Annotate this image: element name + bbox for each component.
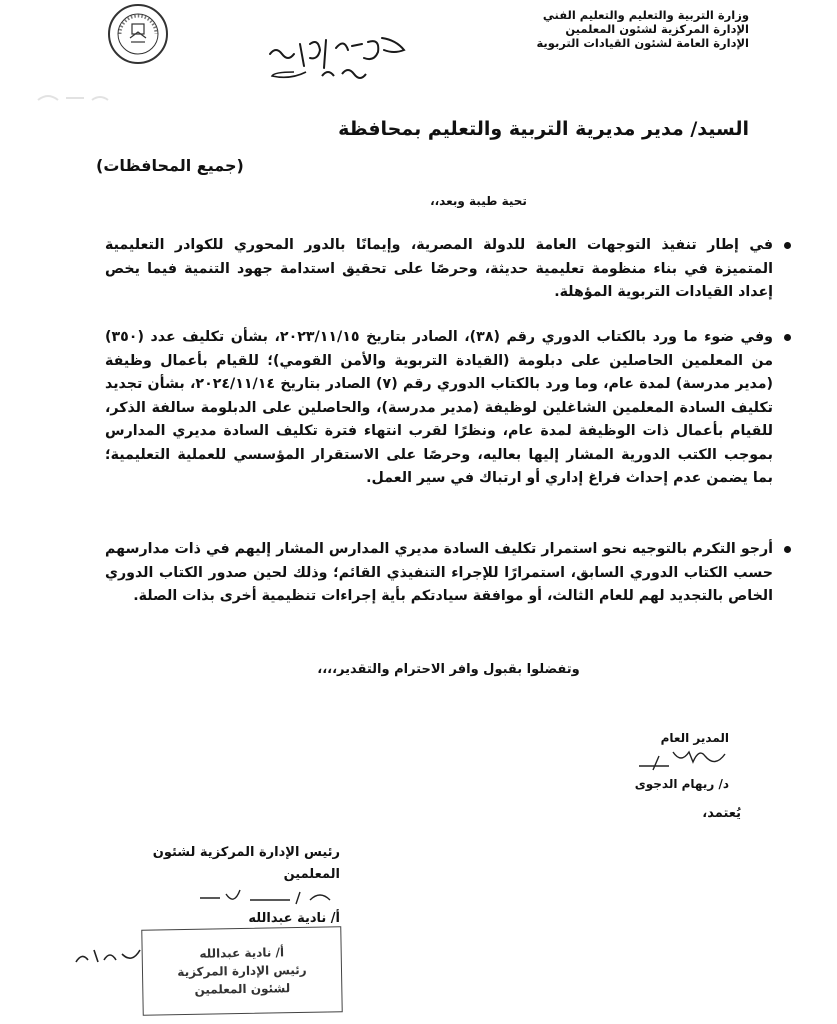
paragraph-3-text: أرجو التكرم بالتوجيه نحو استمرار تكليف السادة مديري المدارس المشار إليهم في ذات مدارسهم حسب الكتاب الدوري السابق، استمرارًا للإجراء التنفيذي القائم؛ وذلك لحين صدور الكتاب الدوري الخاص بالتجديد لهم للعام الثالث، أو موافقة سيادتكم بأية إجراءات تنظيمية أخرى بذات الصلة. [105,541,773,604]
ministry-line-3: الإدارة العامة لشئون القيادات التربوية [536,36,749,50]
stamp-line-3: لشئون المعلمين [194,981,291,997]
official-stamp [141,926,342,1015]
handwritten-outgoing-number [264,24,414,94]
closing-line: وتفضلوا بقبول وافر الاحترام والتقدير،،،، [317,662,580,677]
stamp-line-2: رئيس الإدارة المركزية [177,962,307,980]
approval-label: يُعتمد، [702,806,741,821]
addressee-line: السيد/ مدير مديرية التربية والتعليم بمحافظة [338,118,749,140]
ministry-header [509,8,749,50]
signatory-title: المدير العام [660,731,729,745]
bleed-through-mark [34,88,114,108]
approver-signature-icon [140,886,340,908]
bullet-icon [784,334,791,341]
approver-name: أ/ نادية عبدالله [248,911,340,926]
paragraph-2 [105,326,773,491]
paragraph-1-text: في إطار تنفيذ التوجهات العامة للدولة المصرية، وإيمانًا بالدور المحوري للكوادر التعليمية المتميزة في بناء منظومة تعليمية حديثة، وحرصًا على تحقيق استدامة جهود التنمية فيما يخص إعداد القيادات التربوية المؤهلة. [105,237,773,300]
bullet-icon [784,546,791,553]
ministry-line-1: وزارة التربية والتعليم والتعليم الفني [542,8,749,22]
bullet-icon [784,242,791,249]
signatory-block [609,728,729,794]
approver-title: رئيس الإدارة المركزية لشئون المعلمين [152,845,340,882]
addressee-governorates: (جميع المحافظات) [96,156,244,175]
ministry-line-2: الإدارة المركزية لشئون المعلمين [565,22,749,36]
approver-block [100,842,340,930]
stamp-line-1: أ/ نادية عبدالله [199,945,285,961]
paragraph-3 [105,538,773,609]
signatory-name: د/ ريهام الدجوى [634,777,729,791]
greeting: تحية طيبة وبعد،، [430,194,527,208]
stamp-date-scribble-icon [70,940,150,980]
signature-icon [629,748,729,774]
paragraph-2-text: وفي ضوء ما ورد بالكتاب الدوري رقم (٣٨)، الصادر بتاريخ ٢٠٢٣/١١/١٥، بشأن تكليف عدد (٣٥٠) من المعلمين الحاصلين على دبلومة (القيادة التربوية والأمن القومي)؛ للقيام بأعمال وظيفة (مدير مدرسة) لمدة عام، وما ورد بالكتاب الدوري رقم (٧) الصادر بتاريخ ٢٠٢٤/١١/١٤، بشأن تجديد تكليف السادة المعلمين الشاغلين لوظيفة (مدير مدرسة)، والحاصلين على الدبلومة سالفة الذكر، للقيام بأعمال ذات الوظيفة لمدة عام، ونظرًا لقرب انتهاء فترة تكليف السادة مديري المدارس بموجب الكتب الدورية المشار إليها بعاليه، وحرصًا على الاستقرار المؤسسي للعملية التعليمية؛ بما يضمن عدم إحداث فراغ إداري أو ارتباك في سير العمل. [105,329,774,486]
paragraph-1 [105,234,773,305]
ministry-seal-icon [108,4,168,64]
